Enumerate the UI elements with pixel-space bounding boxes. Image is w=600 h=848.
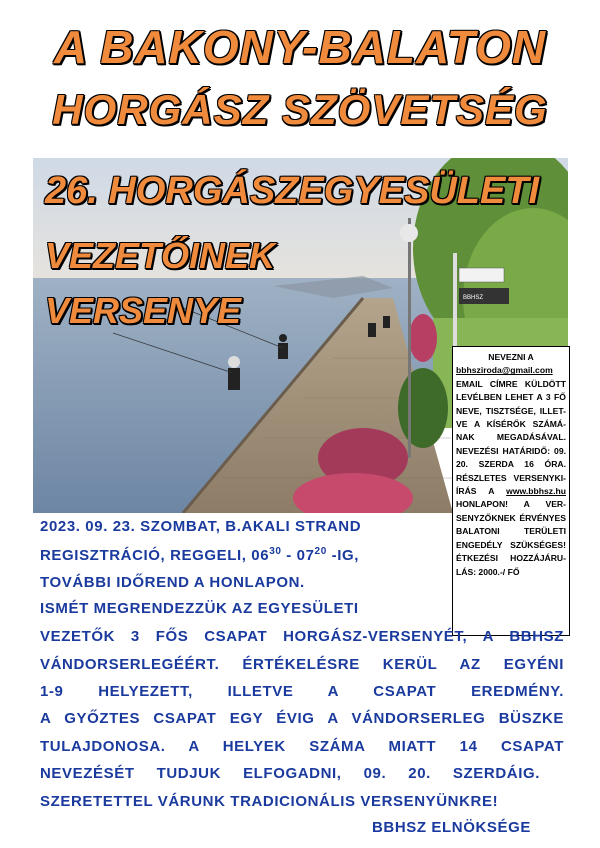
header-title-line2: HORGÁSZ SZÖVETSÉG — [52, 86, 548, 133]
info-text-a: EMAIL CÍMRE KÜLDÖTT LEVÉLBEN LEHET A 3 FŐ NEVE, TISZTSÉGE, ILLET-VE A KÍSÉRŐK SZÁMÁ-NAK MEGADÁSÁVAL. NEVEZÉSI HATÁRIDŐ: 09. 20. SZERDA 16 ÓRA. RÉSZLETES VERSENYKI-ÍRÁS A — [456, 378, 566, 497]
signature: BBHSZ ELNÖKSÉGE — [372, 819, 532, 836]
registration-text: REGISZTRÁCIÓ, REGGELI, 06 — [40, 547, 270, 564]
body-line-11: SZERETETTEL VÁRUNK TRADICIONÁLIS VERSENYÜNKRE! — [40, 793, 499, 810]
registration-suffix: -IG, — [326, 547, 360, 564]
overlay-title-line1: 26. HORGÁSZEGYESÜLETI — [45, 170, 540, 212]
body-line-9: TULAJDONOSA. A HELYEK SZÁMA MIATT 14 CSAPAT — [40, 738, 564, 755]
body-line-registration — [40, 546, 359, 564]
registration-start-min: 30 — [269, 546, 282, 557]
body-line-schedule: TOVÁBBI IDŐREND A HONLAPON. — [40, 574, 305, 591]
body-line-6: VÁNDORSERLEGÉÉRT. ÉRTÉKELÉSRE KERÜL AZ EGYÉNI — [40, 656, 564, 673]
info-line1: NEVEZNI A — [488, 352, 534, 362]
info-email-link[interactable]: bbhsziroda@gmail.com — [456, 365, 553, 376]
info-website-link[interactable]: www.bbhsz.hu — [506, 486, 566, 497]
registration-info-box — [452, 346, 570, 636]
body-line-8: A GYŐZTES CSAPAT EGY ÉVIG A VÁNDORSERLEG BÜSZKE — [40, 710, 564, 727]
registration-dash: - 07 — [281, 547, 315, 564]
registration-end-min: 20 — [314, 546, 327, 557]
header-title-line1: A BAKONY-BALATON — [53, 21, 547, 73]
body-line-4: ISMÉT MEGRENDEZZÜK AZ EGYESÜLETI — [40, 600, 359, 617]
sign-text: BBHSZ — [463, 295, 484, 301]
body-line-date: 2023. 09. 23. SZOMBAT, B.AKALI STRAND — [40, 518, 362, 535]
body-line-10: NEVEZÉSÉT TUDJUK ELFOGADNI, 09. 20. SZERDÁIG. — [40, 765, 540, 782]
body-line-5: VEZETŐK 3 FŐS CSAPAT HORGÁSZ-VERSENYÉT, A BBHSZ — [40, 628, 564, 645]
overlay-title-line2: VEZETŐINEK — [45, 235, 276, 276]
body-line-7: 1-9 HELYEZETT, ILLETVE A CSAPAT EREDMÉNY. — [40, 683, 564, 700]
overlay-title-line3: VERSENYE — [45, 290, 242, 331]
info-text-b: HONLAPON! A VER-SENYZŐKNEK ÉRVÉNYES BALATONI TERÜLETI ENGEDÉLY SZÜKSÉGES! ÉTKEZÉSI HOZZÁJÁRU-LÁS: 2000.-/ FŐ — [456, 499, 566, 577]
